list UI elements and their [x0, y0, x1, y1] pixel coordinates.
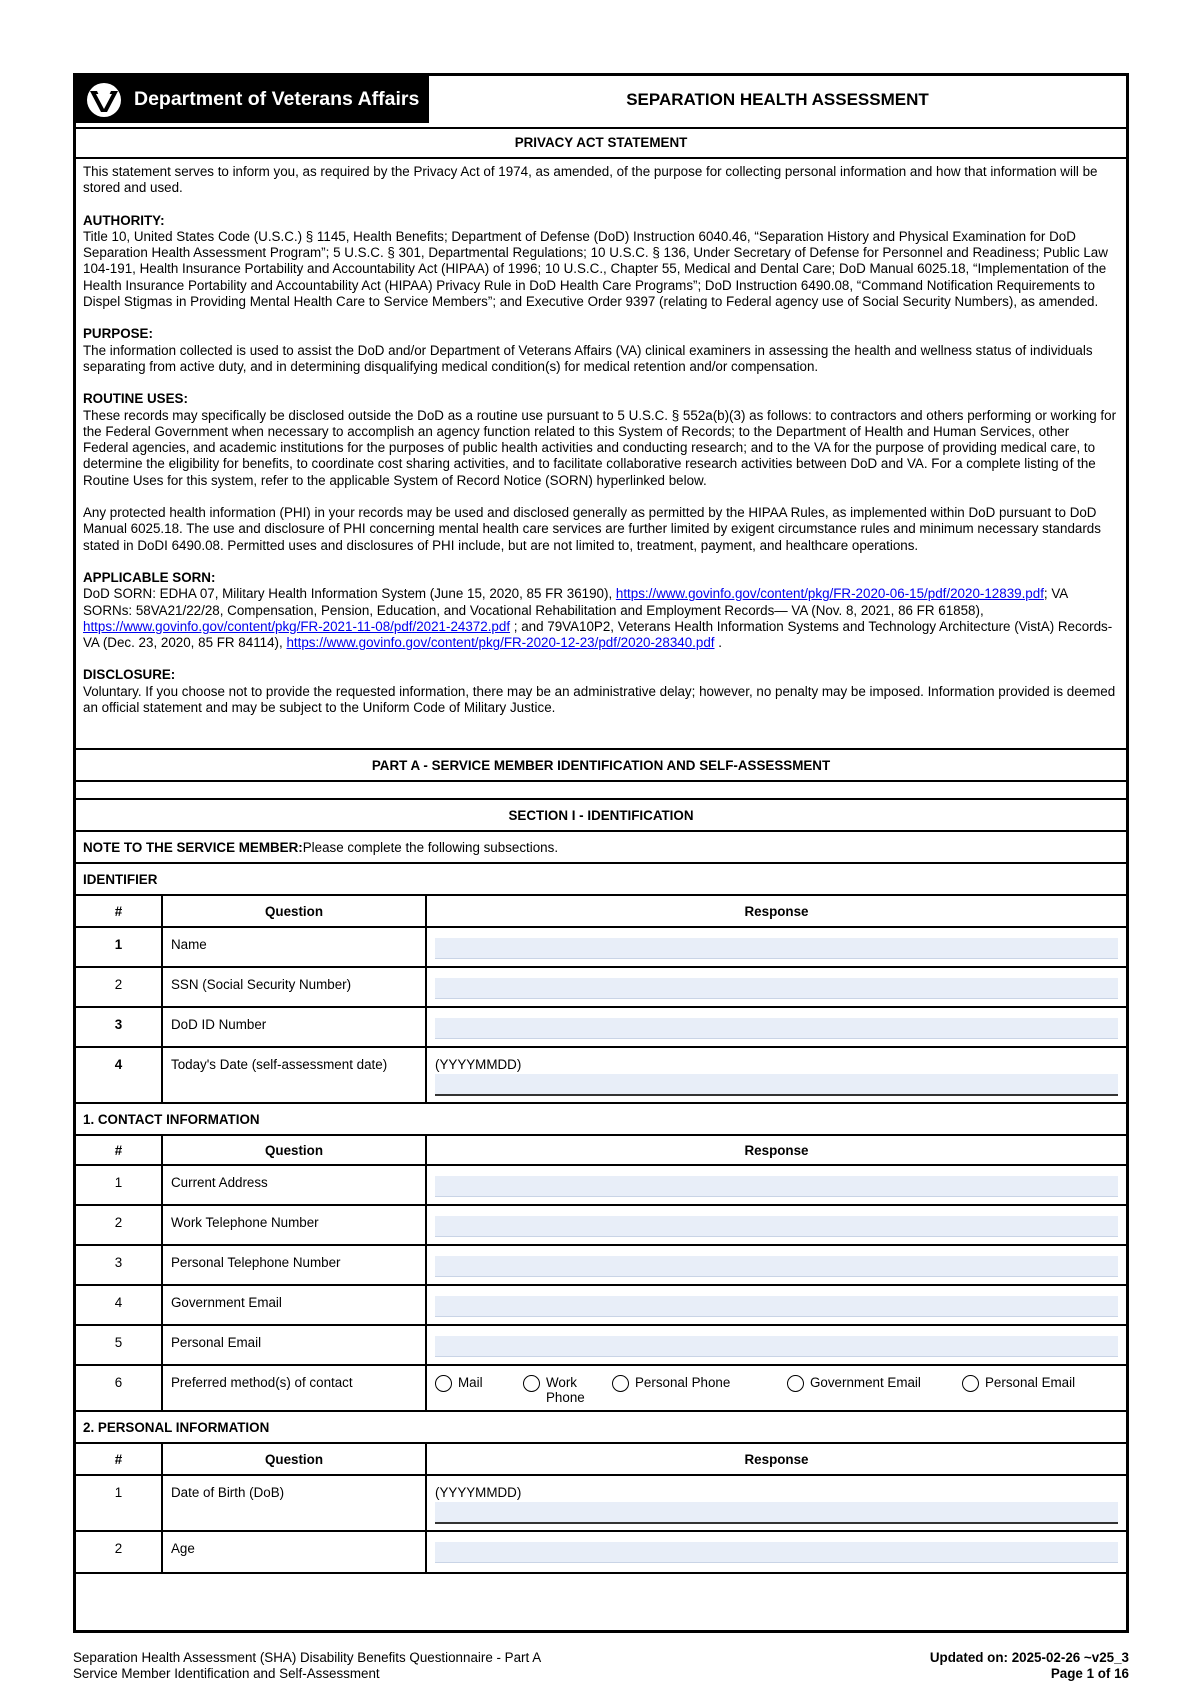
row-num: 2 [76, 1206, 163, 1244]
col-num: # [76, 896, 163, 926]
row-num: 4 [76, 1286, 163, 1324]
identifier-header-row [76, 896, 1126, 928]
footer-line-2: Service Member Identification and Self-Assessment [73, 1666, 380, 1681]
row-response [427, 1476, 1126, 1530]
radio-icon [435, 1375, 452, 1392]
routine-uses-heading: ROUTINE USES: [83, 391, 188, 407]
footer-form-name [73, 1650, 541, 1682]
contact-header-row [76, 1136, 1126, 1166]
personal-email-input[interactable] [435, 1336, 1118, 1357]
personal-row-dob [76, 1476, 1126, 1532]
radio-icon [787, 1375, 804, 1392]
row-response [427, 1532, 1126, 1572]
col-num: # [76, 1136, 163, 1164]
sorn-link-2[interactable]: https://www.govinfo.gov/content/pkg/FR-2021-11-08/pdf/2021-24372.pdf [83, 618, 511, 634]
va-logo [76, 76, 429, 123]
row-question: DoD ID Number [163, 1008, 427, 1046]
contact-title: 1. CONTACT INFORMATION [76, 1104, 1126, 1136]
sorn-text-3: ; and 79VA10P2, Veterans Health Information Systems and Technology Architecture (VistA) Records-VA (Dec. 23, 2020, 85 FR 84114), [83, 618, 1113, 651]
row-response [427, 968, 1126, 1006]
phi-text: Any protected health information (PHI) in your records may be used and disclosed generally as permitted by the HIPAA Rules, as implemented within DoD pursuant to DoD Manual 6025.18. The use and disclosure of PHI concerning mental health care services are further limited by exigent circumstance rules and minimum necessary standards stated in DoDI 6490.08. Permitted uses and disclosures of PHI include, but are not limited to, treatment, payment, and healthcare operations. [83, 505, 1101, 553]
disclosure-heading: DISCLOSURE: [83, 667, 176, 683]
address-input[interactable] [435, 1176, 1118, 1197]
gov-email-input[interactable] [435, 1296, 1118, 1317]
row-num: 1 [76, 1166, 163, 1204]
form-title: SEPARATION HEALTH ASSESSMENT [626, 89, 929, 109]
row-question: Age [163, 1532, 427, 1572]
footer-page-number: Page 1 of 16 [1050, 1666, 1129, 1681]
contact-row-preferred [76, 1366, 1126, 1412]
date-format-hint: (YYYYMMDD) [435, 1057, 522, 1072]
routine-uses-text: These records may specifically be disclosed outside the DoD as a routine use pursuant to 5 U.S.C. § 552a(b)(3) as follows: to contractors and others performing or working for the Federal Government when necessary to accomplish an agency function related to this System of Records; to the Department of Health and Human Services, other Federal agencies, and academic institutions for the purposes of public health activities and conducting research; and to the VA for the purpose of providing medical care, to determine the eligibility for benefits, to coordinate cost sharing activities, and to facilitate collaborative research activities between DoD and VA. For a complete listing of the Routine Uses for this system, refer to the applicable System of Record Notice (SORN) hyperlinked below. [83, 407, 1117, 488]
row-response [427, 1166, 1126, 1204]
form-frame [73, 73, 1129, 1633]
part-a-spacer [76, 782, 1126, 800]
row-response [427, 1008, 1126, 1046]
date-format-hint: (YYYYMMDD) [435, 1485, 522, 1500]
row-question: Personal Telephone Number [163, 1246, 427, 1284]
row-response [427, 1366, 1126, 1410]
dod-id-input[interactable] [435, 1018, 1118, 1039]
age-input[interactable] [435, 1542, 1118, 1563]
contact-option-mail[interactable] [435, 1375, 483, 1392]
row-question: Name [163, 928, 427, 966]
privacy-title: PRIVACY ACT STATEMENT [76, 127, 1126, 159]
row-response [427, 1326, 1126, 1364]
option-label: Government Email [810, 1375, 921, 1390]
row-response [427, 1246, 1126, 1284]
sorn-text-2: ; VA SORNs: 58VA21/22/28, Compensation, Pension, Education, and Vocational Rehabilitation and Employment Records— VA (Nov. 8, 2021, 86 FR 61858), [83, 586, 1068, 618]
col-response: Response [744, 1142, 809, 1158]
row-num: 2 [76, 968, 163, 1006]
row-question: Government Email [163, 1286, 427, 1324]
row-num: 1 [76, 928, 163, 966]
privacy-statement [83, 164, 1118, 732]
col-question: Question [163, 896, 427, 926]
privacy-intro: This statement serves to inform you, as required by the Privacy Act of 1974, as amended, of the purpose for collecting personal information and how that information will be stored and used. [83, 164, 1098, 196]
purpose-text: The information collected is used to assist the DoD and/or Department of Veterans Affairs (VA) clinical examiners in assessing the health and wellness status of individuals separating from active duty, and in determining disqualifying medical condition(s) for medical retention and/or compensation. [83, 342, 1093, 374]
radio-icon [612, 1375, 629, 1392]
contact-row-work-phone [76, 1206, 1126, 1246]
option-label: Work Phone [546, 1375, 585, 1405]
org-name: Department of Veterans Affairs [134, 88, 420, 110]
identifier-row-name [76, 928, 1126, 968]
row-response [427, 928, 1126, 966]
part-a-title: PART A - SERVICE MEMBER IDENTIFICATION AND SELF-ASSESSMENT [76, 748, 1126, 782]
radio-icon [523, 1375, 540, 1392]
work-phone-input[interactable] [435, 1216, 1118, 1237]
row-num: 2 [76, 1532, 163, 1572]
va-seal-icon [82, 82, 126, 118]
personal-phone-input[interactable] [435, 1256, 1118, 1277]
sorn-heading: APPLICABLE SORN: [83, 569, 216, 585]
identifier-title: IDENTIFIER [76, 864, 1126, 896]
personal-row-age [76, 1532, 1126, 1574]
dob-input[interactable] [435, 1502, 1118, 1524]
identifier-row-ssn [76, 968, 1126, 1008]
purpose-heading: PURPOSE: [83, 326, 153, 342]
row-question: Work Telephone Number [163, 1206, 427, 1244]
row-question: Date of Birth (DoB) [163, 1476, 427, 1530]
today-date-input[interactable] [435, 1074, 1118, 1096]
footer-meta [930, 1650, 1129, 1682]
section-i-title: SECTION I - IDENTIFICATION [76, 800, 1126, 832]
sorn-text-1: DoD SORN: EDHA 07, Military Health Information System (June 15, 2020, 85 FR 36190), [83, 586, 616, 602]
note-label: NOTE TO THE SERVICE MEMBER: [83, 839, 303, 855]
footer-line-1: Separation Health Assessment (SHA) Disability Benefits Questionnaire - Part A [73, 1650, 542, 1665]
row-num: 6 [76, 1366, 163, 1410]
contact-option-personal-email[interactable] [962, 1375, 1075, 1392]
row-question: SSN (Social Security Number) [163, 968, 427, 1006]
name-input[interactable] [435, 938, 1118, 959]
footer-updated: Updated on: 2025-02-26 ~v25_3 [929, 1650, 1129, 1665]
option-label: Personal Email [985, 1375, 1076, 1390]
personal-header-row [76, 1444, 1126, 1476]
option-label: Personal Phone [635, 1375, 731, 1390]
col-response: Response [744, 1451, 809, 1467]
sorn-text-4: . [714, 635, 722, 651]
col-question: Question [163, 1136, 427, 1164]
row-num: 1 [76, 1476, 163, 1530]
sorn-link-3[interactable]: https://www.govinfo.gov/content/pkg/FR-2020-12-23/pdf/2020-28340.pdf [286, 635, 715, 651]
row-question: Current Address [163, 1166, 427, 1204]
contact-row-personal-phone [76, 1246, 1126, 1286]
form-header [76, 76, 1126, 129]
authority-text: Title 10, United States Code (U.S.C.) § 1145, Health Benefits; Department of Defense (DoD) Instruction 6040.46, “Separation History and Physical Examination for DoD Separation Health Assessment Program”; 5 U.S.C. § 301, Departmental Regulations; 10 U.S.C. § 136, Under Secretary of Defense for Personnel and Readiness; Public Law 104-191, Health Insurance Portability and Accountability Act (HIPAA) of 1996; 10 U.S.C., Chapter 55, Medical and Dental Care; DoD Manual 6025.18, “Implementation of the Health Insurance Portability and Accountability Act (HIPAA) Privacy Rule in DoD Health Care Programs”; DoD Instruction 6490.08, “Command Notification Requirements to Dispel Stigmas in Providing Mental Health Care to Service Members”; and Executive Order 9397 (relating to Federal agency use of Social Security Numbers), as amended. [83, 228, 1108, 310]
row-question: Personal Email [163, 1326, 427, 1364]
service-member-note [76, 832, 1126, 864]
personal-title: 2. PERSONAL INFORMATION [76, 1412, 1126, 1444]
disclosure-text: Voluntary. If you choose not to provide the requested information, there may be an administrative delay; however, no penalty may be imposed. Information provided is deemed an official statement and may be subject to the Uniform Code of Military Justice. [83, 683, 1116, 716]
note-text: Please complete the following subsections. [302, 839, 559, 855]
col-num: # [76, 1444, 163, 1474]
row-question: Today's Date (self-assessment date) [163, 1048, 427, 1102]
col-response: Response [744, 903, 809, 919]
contact-option-personal-phone[interactable] [612, 1375, 730, 1392]
row-num: 5 [76, 1326, 163, 1364]
radio-icon [962, 1375, 979, 1392]
row-response [427, 1048, 1126, 1102]
row-question: Preferred method(s) of contact [163, 1366, 427, 1410]
contact-row-address [76, 1166, 1126, 1206]
authority-heading: AUTHORITY: [83, 212, 165, 228]
row-response [427, 1206, 1126, 1244]
contact-row-personal-email [76, 1326, 1126, 1366]
identifier-row-date [76, 1048, 1126, 1104]
contact-option-gov-email[interactable] [787, 1375, 921, 1392]
row-num: 3 [76, 1246, 163, 1284]
ssn-input[interactable] [435, 978, 1118, 999]
contact-option-work-phone[interactable] [523, 1375, 593, 1405]
contact-row-gov-email [76, 1286, 1126, 1326]
col-question: Question [163, 1444, 427, 1474]
option-label: Mail [458, 1375, 483, 1390]
identifier-row-dod-id [76, 1008, 1126, 1048]
row-num: 3 [76, 1008, 163, 1046]
row-response [427, 1286, 1126, 1324]
row-num: 4 [76, 1048, 163, 1102]
sorn-link-1[interactable]: https://www.govinfo.gov/content/pkg/FR-2020-06-15/pdf/2020-12839.pdf [615, 586, 1044, 602]
